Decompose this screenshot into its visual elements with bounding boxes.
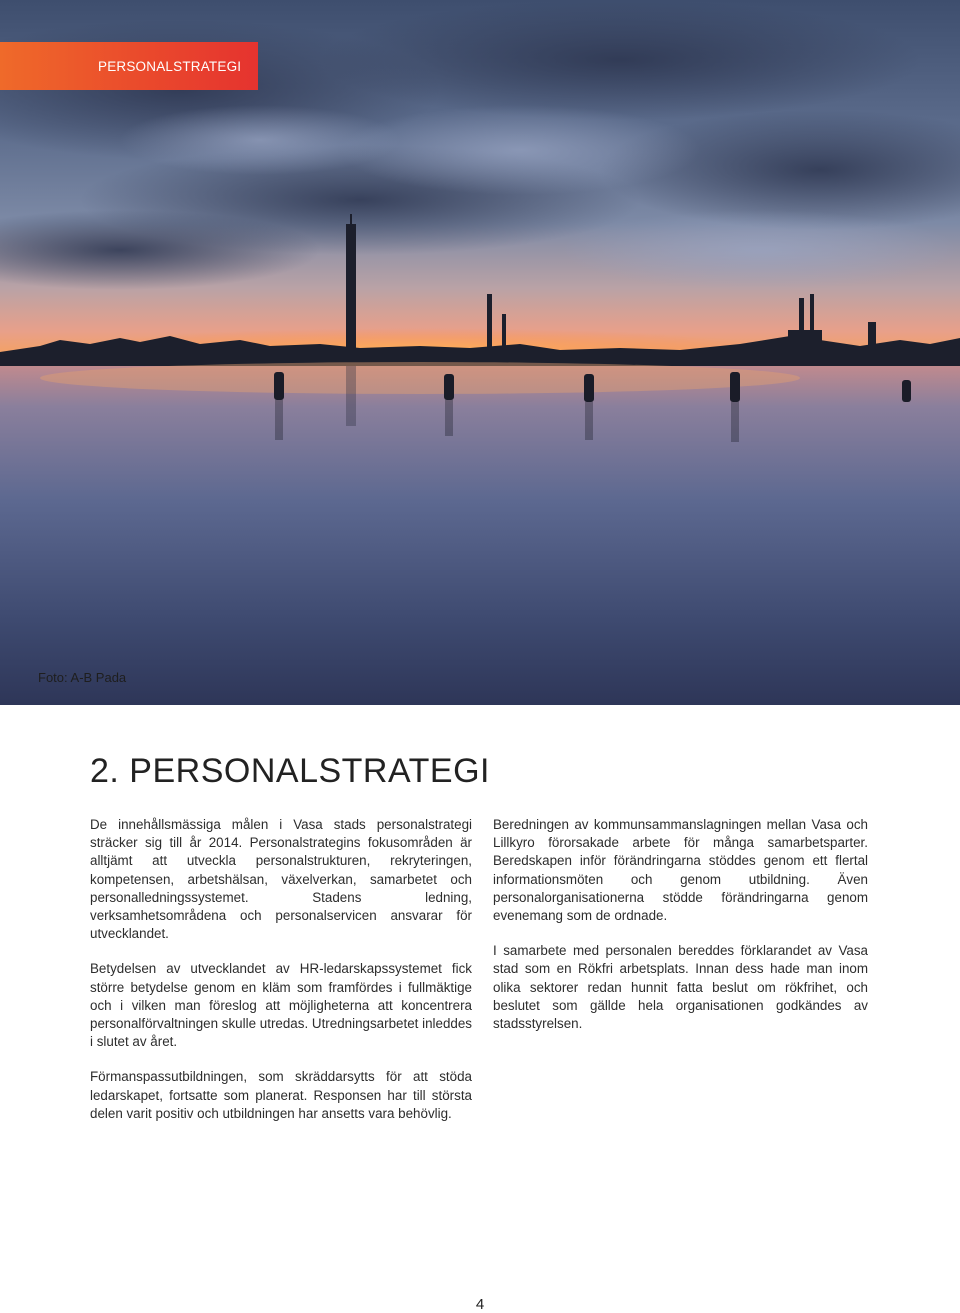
page-number: 4 (475, 1296, 485, 1313)
section-label: PERSONALSTRATEGI (98, 58, 242, 74)
paragraph: Beredningen av kommunsammanslagningen mellan Vasa och Lillkyro förorsakade arbete för många samarbetsparter. Beredskapen inför förändringarna stöddes genom ett flertal informationsmöten och genom utbildning. Även personalorganisationerna stödde förändringarna genom evenemang som de ordnade. (493, 817, 868, 924)
paragraph: I samarbete med personalen bereddes förklarandet av Vasa stad som en Rökfri arbetsplats. Innan dess hade man inom olika sektorer redan hunnit fatta beslut om rökfrihet, och beslutet som gällde hela organisationen godkändes av stadsstyrelsen. (493, 943, 868, 1032)
page-title: 2. PERSONALSTRATEGI (90, 752, 490, 790)
paragraph: De innehållsmässiga målen i Vasa stads personalstrategi sträcker sig till år 2014. Personalstrategins fokusområden är alltjämt att utveckla personalstrukturen, rekryteringen, kompetensen, arbetshälsan, växelverkan, samarbetet och personalledningssystemet. Stadens ledning, verksamhetsområdena och personalservicen ansvarar för utvecklandet. (90, 817, 472, 942)
paragraph: Betydelsen av utvecklandet av HR-ledarskapssystemet fick större betydelse genom en kläm som framfördes i fullmäktige och i vilken man föreslog att möjligheterna att koncentrera personalförvaltningen skulle utredas. Utredningsarbetet inleddes i slutet av året. (90, 961, 472, 1050)
paragraph: Förmanspassutbildningen, som skräddarsytts för att stöda ledarskapet, fortsatte som planerat. Responsen har till största delen varit positiv och utbildningen har ansetts vara behövlig. (90, 1069, 472, 1121)
section-label-tab (0, 42, 258, 90)
right-column (493, 816, 868, 1050)
left-column (90, 816, 472, 1140)
photo-credit: Foto: A-B Pada (38, 670, 127, 685)
